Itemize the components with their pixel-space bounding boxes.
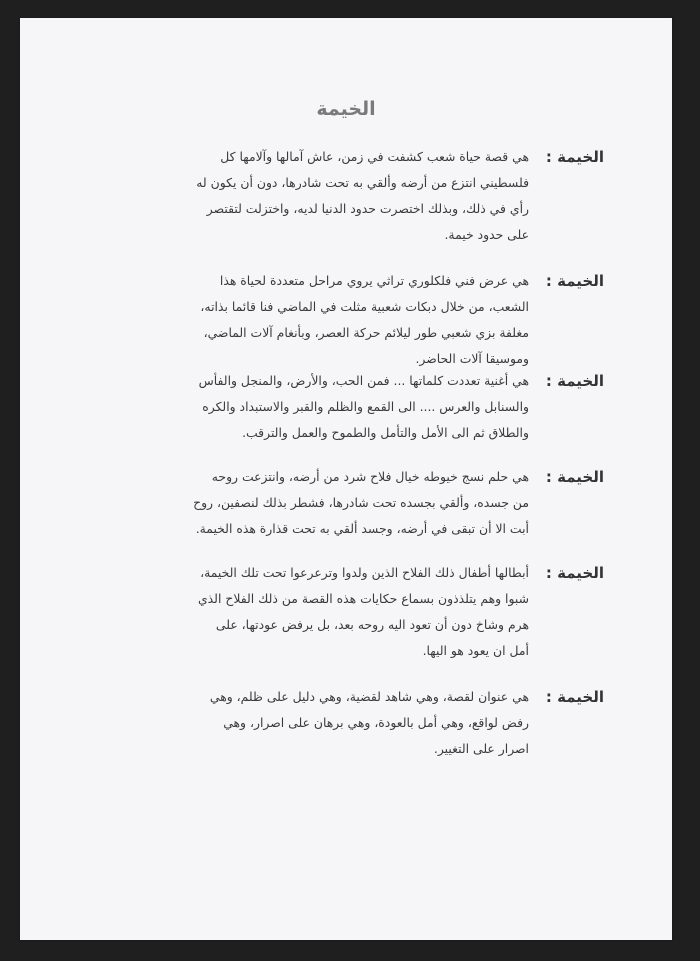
- definition-text: [88, 560, 529, 664]
- text-line: هي عرض فني فلكلوري تراثي يروي مراحل متعددة لحياة هذا: [219, 273, 529, 288]
- text-line: أبطالها أطفال ذلك الفلاح الذين ولدوا وترعرعوا تحت تلك الخيمة،: [200, 565, 529, 580]
- text-line: هي قصة حياة شعب كشفت في زمن، عاش آمالها وآلامها كل: [220, 149, 529, 164]
- definition-term: الخيمة :: [545, 148, 604, 166]
- definition-section-5: [88, 560, 604, 664]
- text-line: رفض لواقع، وهي أمل بالعودة، وهي برهان على اصرار، وهي: [223, 715, 529, 730]
- definition-text: [88, 368, 529, 446]
- text-line: والسنابل والعرس .... الى القمع والظلم والقبر والاستبداد والكره: [202, 399, 529, 414]
- definition-section-2: [88, 268, 604, 372]
- definition-term: الخيمة :: [545, 564, 604, 582]
- definition-text: [88, 144, 529, 248]
- definition-term: الخيمة :: [545, 372, 604, 390]
- text-line: والطلاق ثم الى الأمل والتأمل والطموح والعمل والترقب.: [242, 425, 529, 440]
- definition-term: الخيمة :: [545, 688, 604, 706]
- text-line: هرم وشاخ دون أن تعود اليه روحه بعد، بل يرفض عودتها، على: [215, 617, 529, 632]
- text-line: على حدود خيمة.: [444, 227, 529, 242]
- definition-text: [88, 464, 529, 542]
- text-line: الشعب، من خلال دبكات شعبية مثلت في الماضي فنا قائما بذاته،: [200, 299, 529, 314]
- definition-term: الخيمة :: [545, 468, 604, 486]
- text-line: فلسطيني انتزع من أرضه وألقي به تحت شادرها، دون أن يكون له: [196, 175, 529, 190]
- text-line: هي عنوان لقصة، وهي شاهد لقضية، وهي دليل على ظلم، وهي: [209, 689, 529, 704]
- text-line: من جسده، وألقي بجسده تحت شادرها، فشطر بذلك لنصفين، روح: [193, 495, 529, 510]
- definition-text: [88, 684, 529, 762]
- text-line: أبت الا أن تبقى في أرضه، وجسد ألقي به تحت قذارة هذه الخيمة.: [195, 521, 529, 536]
- document-page: [20, 18, 672, 940]
- text-line: اصرار على التغيير.: [433, 741, 529, 756]
- page-title: الخيمة: [316, 98, 376, 120]
- text-line: رأي في ذلك، وبذلك اختصرت حدود الدنيا لديه، واختزلت لتقتصر: [206, 201, 529, 216]
- definition-section-3: [88, 368, 604, 446]
- definition-section-1: [88, 144, 604, 248]
- text-line: هي حلم نسج خيوطه خيال فلاح شرد من أرضه، وانتزعت روحه: [211, 469, 529, 484]
- definition-section-4: [88, 464, 604, 542]
- definition-term: الخيمة :: [545, 272, 604, 290]
- text-line: شبوا وهم يتلذذون بسماع حكايات هذه القصة من ذلك الفلاح الذي: [197, 591, 529, 606]
- text-line: مغلفة بزي شعبي طور ليلائم حركة العصر، وبأنغام آلات الماضي،: [203, 325, 529, 340]
- text-line: هي أغنية تعددت كلماتها ... فمن الحب، والأرض، والمنجل والفأس: [198, 373, 529, 388]
- definition-text: [88, 268, 529, 372]
- definition-section-6: [88, 684, 604, 762]
- text-line: أمل ان يعود هو اليها.: [422, 643, 529, 658]
- text-line: وموسيقا آلات الحاضر.: [415, 351, 529, 366]
